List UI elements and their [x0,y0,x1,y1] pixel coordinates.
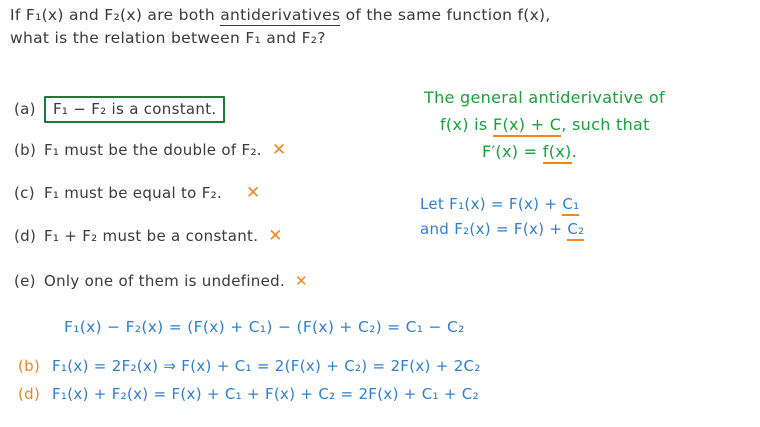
green-line2-highlight: F(x) + C [493,115,561,137]
choice-d-text: F₁ + F₂ must be a constant. [44,227,259,245]
green-line2-a: f(x) is [440,115,493,134]
green-line3-c: . [571,142,577,161]
blue-let-block [420,192,584,242]
green-line2 [424,111,665,138]
question-text [10,4,752,50]
choice-c[interactable] [14,183,261,203]
choice-b-label: (b) [14,141,37,159]
choice-a[interactable] [14,96,225,123]
choice-d[interactable] [14,226,283,246]
bottom-line-d-text: F₁(x) + F₂(x) = F(x) + C₁ + F(x) + C₂ = 2F(x) + C₁ + C₂ [52,385,479,403]
choice-b[interactable] [14,140,286,160]
green-line3 [424,138,665,165]
bottom-line-d [18,385,479,403]
choice-e-text: Only one of them is undefined. [44,272,286,290]
choice-b-text: F₁ must be the double of F₂. [44,141,262,159]
question-line1-part2: of the same function f(x), [340,6,551,24]
bottom-line-d-tag: (d) [18,385,41,403]
choice-b-cross-icon: ✕ [271,140,287,160]
blue-let-line2 [420,220,584,241]
bottom-line-b-text: F₁(x) = 2F₂(x) ⇒ F(x) + C₁ = 2(F(x) + C₂) = 2F(x) + 2C₂ [52,357,481,375]
choice-e-cross-icon: ✕ [295,272,308,290]
choice-c-cross-icon: ✕ [246,183,261,203]
bottom-line-b [18,357,481,375]
green-line3-a: F′(x) = [482,142,543,161]
choice-d-label: (d) [14,227,37,245]
blue-let-line2-a: and F₂(x) = F(x) + [420,220,568,238]
blue-let-line1 [420,195,579,216]
question-line2: what is the relation between F₁ and F₂? [10,29,326,47]
blue-main-equation: F₁(x) − F₂(x) = (F(x) + C₁) − (F(x) + C₂) = C₁ − C₂ [64,318,465,336]
question-keyword-antiderivatives: antiderivatives [220,6,341,24]
blue-let-c1: C₁ [562,195,579,216]
choice-c-label: (c) [14,184,35,202]
blue-let-line1-a: Let F₁(x) = F(x) + [420,195,563,213]
green-line1: The general antiderivative of [424,88,665,107]
choice-d-cross-icon: ✕ [268,226,283,246]
choice-a-label: (a) [14,100,36,118]
blue-let-c2: C₂ [567,220,584,241]
bottom-line-b-tag: (b) [18,357,41,375]
choice-a-text: F₁ − F₂ is a constant. [44,96,225,123]
choice-c-text: F₁ must be equal to F₂. [44,184,223,202]
choice-e[interactable] [14,272,308,290]
green-line2-c: , such that [561,115,650,134]
green-line3-highlight: f(x) [543,142,572,164]
choice-e-label: (e) [14,272,36,290]
question-line1-part1: If F₁(x) and F₂(x) are both [10,6,221,24]
green-annotation [424,84,665,165]
